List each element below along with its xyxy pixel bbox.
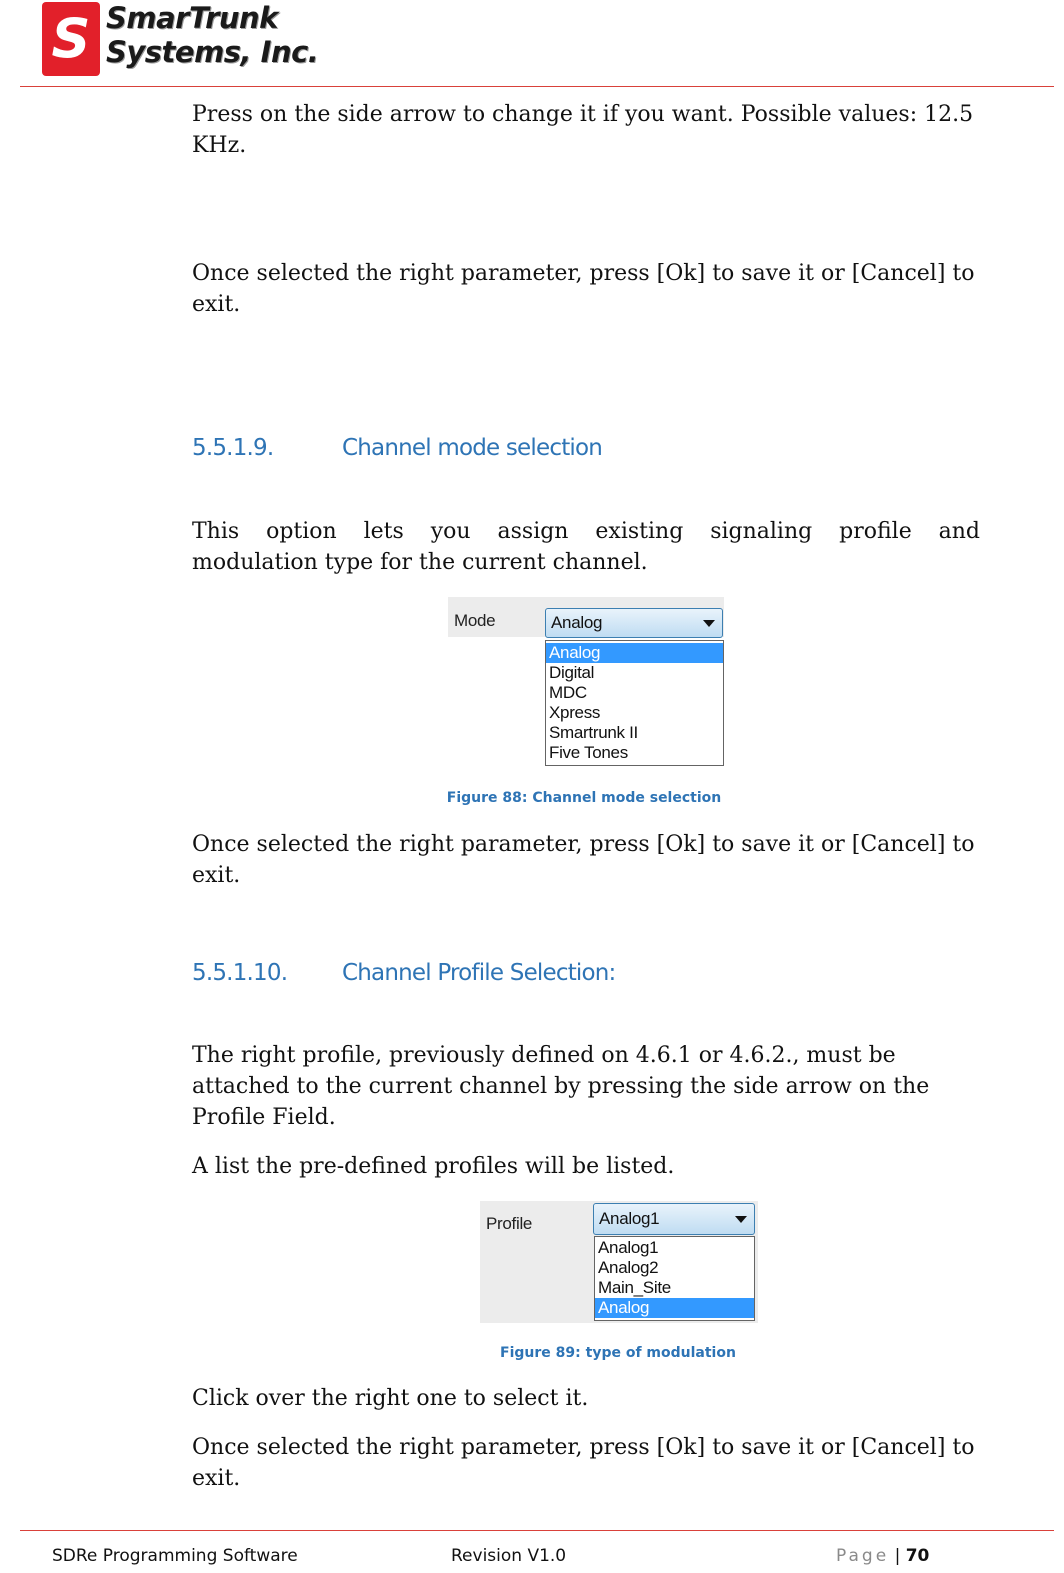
section-number: 5.5.1.10. [192,960,288,986]
paragraph-save-cancel-2: Once selected the right parameter, press [Ok] to save it or [Cancel] to exit. [192,832,975,888]
logo-s-icon: S [51,7,91,70]
paragraph-mode-description-line1: This option lets you assign existing signaling profile and [192,519,980,544]
section-title: Channel mode selection [342,435,603,461]
footer-divider [20,1530,1054,1531]
paragraph-save-cancel-3: Once selected the right parameter, press [Ok] to save it or [Cancel] to exit. [192,1435,975,1491]
mode-combobox-value: Analog [551,613,603,632]
paragraph-save-cancel-1: Once selected the right parameter, press [Ok] to save it or [Cancel] to exit. [192,261,975,317]
footer-revision: Revision V1.0 [451,1546,567,1566]
mode-option[interactable]: Analog [546,643,723,663]
chevron-down-icon[interactable] [735,1216,747,1223]
paragraph-possible-values: Press on the side arrow to change it if you want. Possible values: 12.5 KHz. [192,102,974,158]
paragraph-mode-description-line2: modulation type for the current channel. [192,550,648,575]
company-name-line1: SmarTrunk [106,1,278,35]
mode-option[interactable]: Five Tones [549,743,628,762]
mode-dropdown-list [545,640,724,766]
paragraph-profile-description: The right profile, previously defined on 4.6.1 or 4.6.2., must be attached to the current channel by pressing the side arrow on the Profile Field. [192,1043,930,1130]
mode-option[interactable]: Digital [549,663,595,682]
mode-label: Mode [454,611,496,630]
section-number: 5.5.1.9. [192,435,274,461]
profile-option[interactable]: Analog1 [598,1238,659,1257]
chevron-down-icon[interactable] [703,620,715,627]
mode-combobox[interactable] [545,608,723,638]
footer-page-separator: | [894,1546,901,1566]
mode-option[interactable]: Smartrunk II [549,723,638,742]
profile-option[interactable]: Analog [595,1298,754,1318]
profile-label: Profile [486,1214,533,1233]
company-name-line2: Systems, Inc. [106,35,319,69]
header-divider [20,86,1054,87]
profile-option[interactable]: Analog2 [598,1258,659,1277]
profile-option[interactable]: Main_Site [598,1278,671,1297]
section-title: Channel Profile Selection: [342,960,616,986]
section-heading-channel-mode [192,435,980,467]
profile-combobox-value: Analog1 [599,1209,660,1228]
footer-document-title: SDRe Programming Software [52,1546,298,1566]
paragraph-click-select: Click over the right one to select it. [192,1386,589,1411]
figure88-caption: Figure 88: Channel mode selection [446,790,722,806]
profile-combobox[interactable] [593,1203,755,1235]
footer-page-number: 70 [905,1546,930,1566]
paragraph-profiles-listed: A list the pre-defined profiles will be listed. [192,1154,675,1179]
mode-option[interactable]: Xpress [549,703,601,722]
footer-page-indicator [836,1546,929,1566]
mode-option[interactable]: MDC [549,683,587,702]
profile-dropdown-list [594,1236,755,1321]
footer-page-word: Page [836,1546,890,1566]
section-heading-channel-profile [192,960,980,992]
figure89-caption: Figure 89: type of modulation [500,1345,736,1361]
